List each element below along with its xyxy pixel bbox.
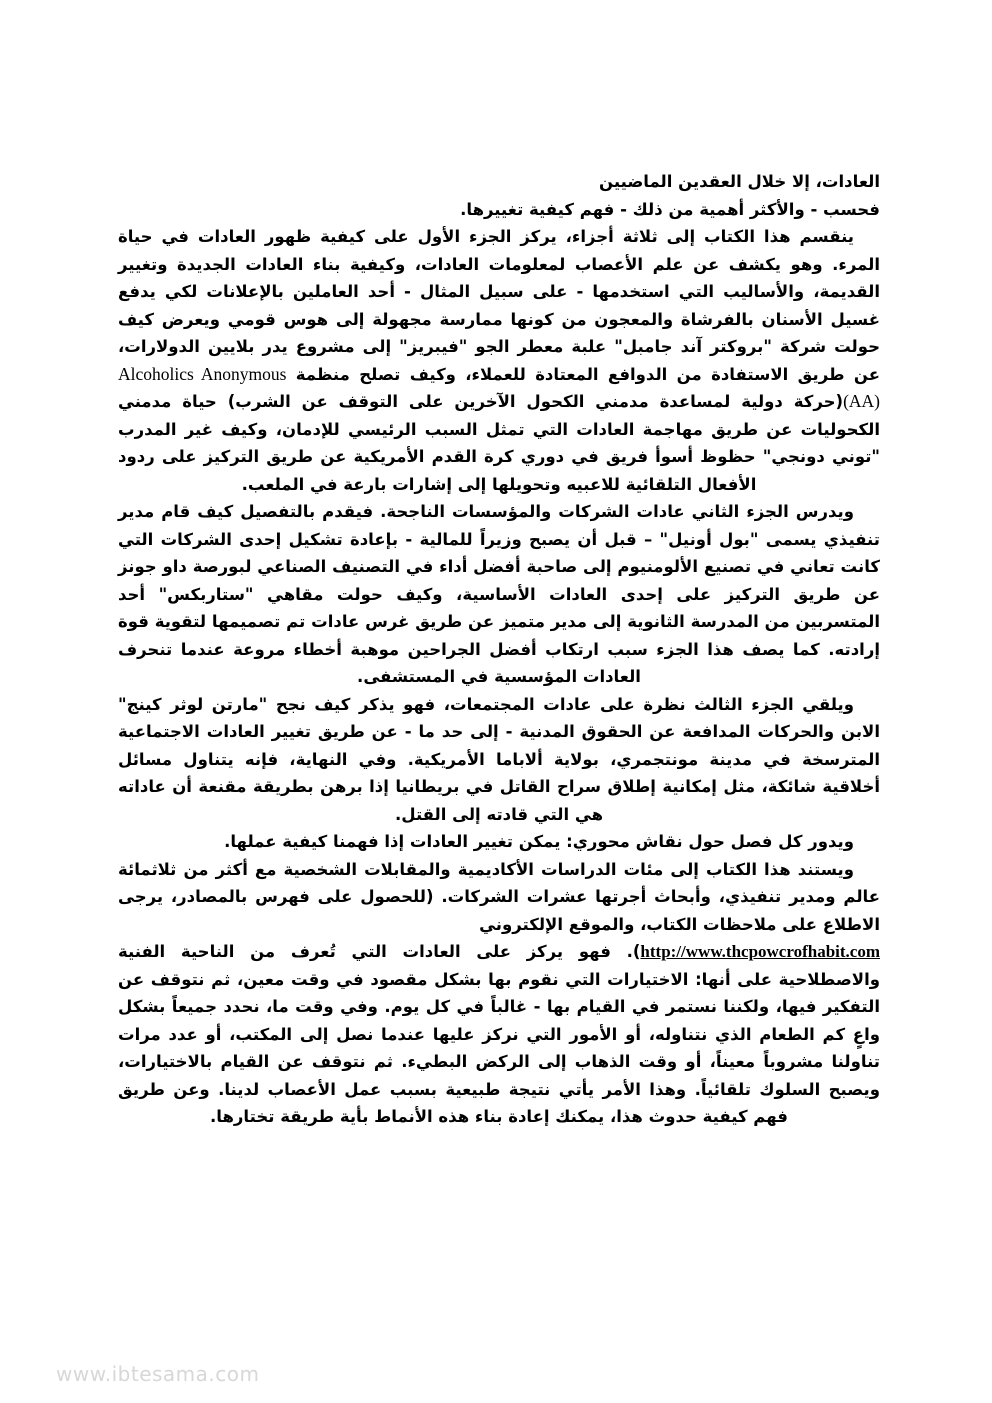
paragraph-part-two: ويدرس الجزء الثاني عادات الشركات والمؤسسات الناجحة. فيقدم بالتفصيل كيف قام مدير تنفيذي يسمى "بول أونيل" – قبل أن يصبح وزيراً للمالية - بإعادة تشكيل إحدى الشركات التي كانت تعاني في تصنيع الألومنيوم إلى صاحبة أفضل أداء في التصنيف الصناعي لبورصة داو جونز عن طريق التركيز على إحدى العادات الأساسية، وكيف حولت مقاهي "ستاربكس" أحد المتسربين من المدرسة الثانوية إلى مدير متميز عن طريق غرس عادات تم تصميمها لتقوية قوة إرادته. كما يصف هذا الجزء سبب ارتكاب أفضل الجراحين موهبة أخطاء مروعة عندما تنحرف العادات المؤسسية في المستشفى. [118,502,880,686]
paragraph-6-text: ). فهو يركز على العادات التي تُعرف من الناحية الفنية والاصطلاحية على أنها: الاختيارات التي نقوم بها بشكل مقصود في وقت معين، ثم نتوقف عن التفكير فيها، ولكننا نستمر في القيام بها - غالباً في كل يوم. وفي وقت ما، نحدد جميعاً بشكل واعٍ كم الطعام الذي نتناوله، أو الأمور التي نركز عليها عندما نصل إلى المكتب، أو عدد مرات تناولنا مشروباً معيناً، أو وقت الذهاب إلى الركض البطيء. ثم نتوقف عن القيام بالاختيارات، ويصبح السلوك تلقائياً. وهذا الأمر يأتي نتيجة طبيعية بسبب عمل الأعصاب لدينا. وعن طريق فهم كيفية حدوث هذا، يمكنك إعادة بناء هذه الأنماط بأية طريقة تختارها. [118,942,880,1126]
book-website-link[interactable]: http://www.thcpowcrofhabit.com [640,942,880,961]
paragraph-part-three: ويلقي الجزء الثالث نظرة على عادات المجتمعات، فهو يذكر كيف نجح "مارتن لوثر كينج" الابن والحركات المدافعة عن الحقوق المدنية - إلى حد ما - عن طريق تغيير العادات الاجتماعية المترسخة في مدينة مونتجمري، بولاية ألاباما الأمريكية. وفي النهاية، فإنه يتناول مسائل أخلاقية شائكة، مثل إمكانية إطلاق سراح القاتل في بريطانيا إذا برهن بطريقة مقنعة أن عاداته هي التي قادته إلى القتل. [118,694,880,824]
paragraph-part-one [118,223,880,498]
paragraph-definition-of-habits [118,938,880,1131]
paragraph-sources-note: ويستند هذا الكتاب إلى مئات الدراسات الأكاديمية والمقابلات الشخصية مع أكثر من ثلاثمائة عالم ومدير تنفيذي، وأبحاث أجرتها عشرات الشركات. (للحصول على فهرس بالمصادر، يرجى الاطلاع على ملاحظات الكتاب، والموقع الإلكتروني [118,859,880,934]
document-text-body [118,168,880,1131]
organization-name-latin: Alcoholics Anonymous (AA) [118,363,880,411]
paragraph-1-text-after-latin: (حركة دولية لمساعدة مدمني الكحول الآخرين على التوقف عن الشرب) حياة مدمني الكحوليات عن طريق مهاجمة العادات التي تمثل السبب الرئيسي للإدمان، وكيف غير المدرب "توني دونجي" حظوظ أسوأ فريق في دوري كرة القدم الأمريكية عن طريق التركيز على ردود الأفعال التلقائية للاعبيه وتحويلها إلى إشارات بارعة في الملعب. [118,392,880,494]
paragraph-chapter-discussion: ويدور كل فصل حول نقاش محوري: يمكن تغيير العادات إذا فهمنا كيفية عملها. [224,832,854,851]
site-watermark: www.ibtesama.com [56,1362,260,1386]
top-fragment-line-2: فحسب - والأكثر أهمية من ذلك - فهم كيفية تغييرها. [460,199,880,219]
top-fragment-line-1: العادات، إلا خلال العقدين الماضيين [599,172,880,191]
paragraph-1-text-before-latin: ينقسم هذا الكتاب إلى ثلاثة أجزاء، يركز الجزء الأول على كيفية ظهور العادات في حياة المرء. وهو يكشف عن علم الأعصاب لمعلومات العادات، وكيفية بناء العادات الجديدة وتغيير القديمة، والأساليب التي استخدمها - على سبيل المثال - أحد العاملين بالإعلانات لكي يدفع غسيل الأسنان بالفرشاة والمعجون من كونها ممارسة مجهولة إلى هوس قومي ويعرض كيف حولت شركة "بروكتر آند جامبل" علبة معطر الجو "فيبريز" إلى مشروع يدر بلايين الدولارات، عن طريق الاستفادة من الدوافع المعتادة للعملاء، وكيف تصلح منظمة [118,227,880,384]
